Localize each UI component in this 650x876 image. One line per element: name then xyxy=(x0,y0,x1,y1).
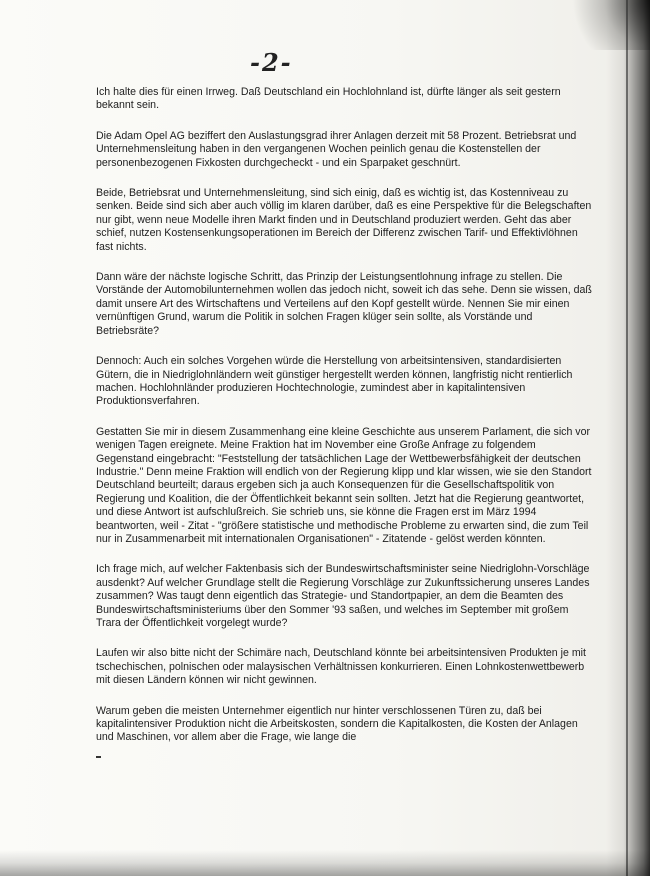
page-number: -2- xyxy=(250,48,293,77)
scan-shadow-bottom xyxy=(0,850,650,876)
paragraph: Beide, Betriebsrat und Unternehmensleitung, sind sich einig, daß es wichtig ist, das Kostenniveau zu senken. Beide sind sich aber auch völlig im klaren darüber, daß es eine Perspektive für die Belegschaften nur gibt, wenn neue Modelle ihren Markt finden und in Deutschland produziert werden. Geht das aber schief, nutzen Kostensenkungsoperationen im Bereich der Differenz zwischen Tarif- und Effektivlöhnen fast nichts. xyxy=(96,187,592,253)
paragraph: Warum geben die meisten Unternehmer eigentlich nur hinter verschlossenen Türen zu, daß bei kapitalintensiver Produktion nicht die Arbeitskosten, sondern die Kapitalkosten, die Kosten der Anlagen und Maschinen, vor allem aber die Frage, wie lange die xyxy=(96,704,578,744)
paragraph: Ich halte dies für einen Irrweg. Daß Deutschland ein Hochlohnland ist, dürfte länger als seit gestern bekannt sein. xyxy=(96,86,561,112)
margin-mark xyxy=(96,756,101,758)
paragraph: Die Adam Opel AG beziffert den Auslastungsgrad ihrer Anlagen derzeit mit 58 Prozent. Betriebsrat und Unternehmensleitung haben in den vergangenen Wochen peinlich genau die Kostenstellen der personenbezogenen Fixkosten durchgecheckt - und ein Sparpaket geschnürt. xyxy=(96,129,577,169)
paragraph: Dennoch: Auch ein solches Vorgehen würde die Herstellung von arbeitsintensiven, standardisierten Gütern, die in Niedriglohnländern weit günstiger hergestellt werden können, langfristig nicht rentierlich machen. Hochlohnländer produzieren Hochtechnologie, zumindest aber in kapitalintensiven Produktionsverfahren. xyxy=(96,355,573,408)
scan-edge-line xyxy=(626,0,628,876)
paragraph: Ich frage mich, auf welcher Faktenbasis sich der Bundeswirtschaftsminister seine Niedriglohn-Vorschläge ausdenkt? Auf welcher Grundlage stellt die Regierung Vorschläge zur Zukunftssicherung unseres Landes zusammen? Was taugt denn eigentlich das Strategie- und Standortpapier, an dem die Beamten des Bundeswirtschaftsministeriums über den Sommer '93 saßen, und welches im September mit großem Trara der Öffentlichkeit vorgelegt wurde? xyxy=(96,563,590,629)
scan-shadow-right xyxy=(606,0,650,876)
document-body xyxy=(96,86,596,762)
paragraph: Gestatten Sie mir in diesem Zusammenhang eine kleine Geschichte aus unserem Parlament, die sich vor wenigen Tagen ereignete. Meine Fraktion hat im November eine Große Anfrage zu folgendem Gegenstand eingebracht: "Feststellung der tatsächlichen Lage der Wettbewerbsfähigkeit der deutschen Industrie." Denn meine Fraktion will endlich von der Regierung klipp und klar wissen, wie sie den Standort Deutschland beurteilt; daraus ergeben sich ja auch Konsequenzen für die Gesellschaftspolitik von Regierung und Koalition, die der Öffentlichkeit bekannt sein sollten. Jetzt hat die Regierung geantwortet, und diese Antwort ist aufschlußreich. Sie schrieb uns, sie könne die Fragen erst im März 1994 beantworten, weil - Zitat - "größere statistische und methodische Probleme zu erwarten sind, die zum Teil nur in Zusammenarbeit mit internationalen Organisationen" - Zitatende - gelöst werden könnten. xyxy=(96,425,592,545)
paragraph: Laufen wir also bitte nicht der Schimäre nach, Deutschland könnte bei arbeitsintensiven Produkten je mit tschechischen, polnischen oder malaysischen Verhältnissen konkurrieren. Einen Lohnkostenwettbewerb mit diesen Ländern können wir nicht gewinnen. xyxy=(96,647,586,687)
paragraph: Dann wäre der nächste logische Schritt, das Prinzip der Leistungsentlohnung infrage zu stellen. Die Vorstände der Automobilunternehmen wollen das jedoch nicht, soweit ich das sehe. Denn sie wissen, daß damit unsere Art des Wirtschaftens und Verteilens auf den Kopf gestellt würde. Nennen Sie mir einen vernünftigen Grund, warum die Politik in solchen Fragen klüger sein sollte, als Vorstände und Betriebsräte? xyxy=(96,271,592,337)
